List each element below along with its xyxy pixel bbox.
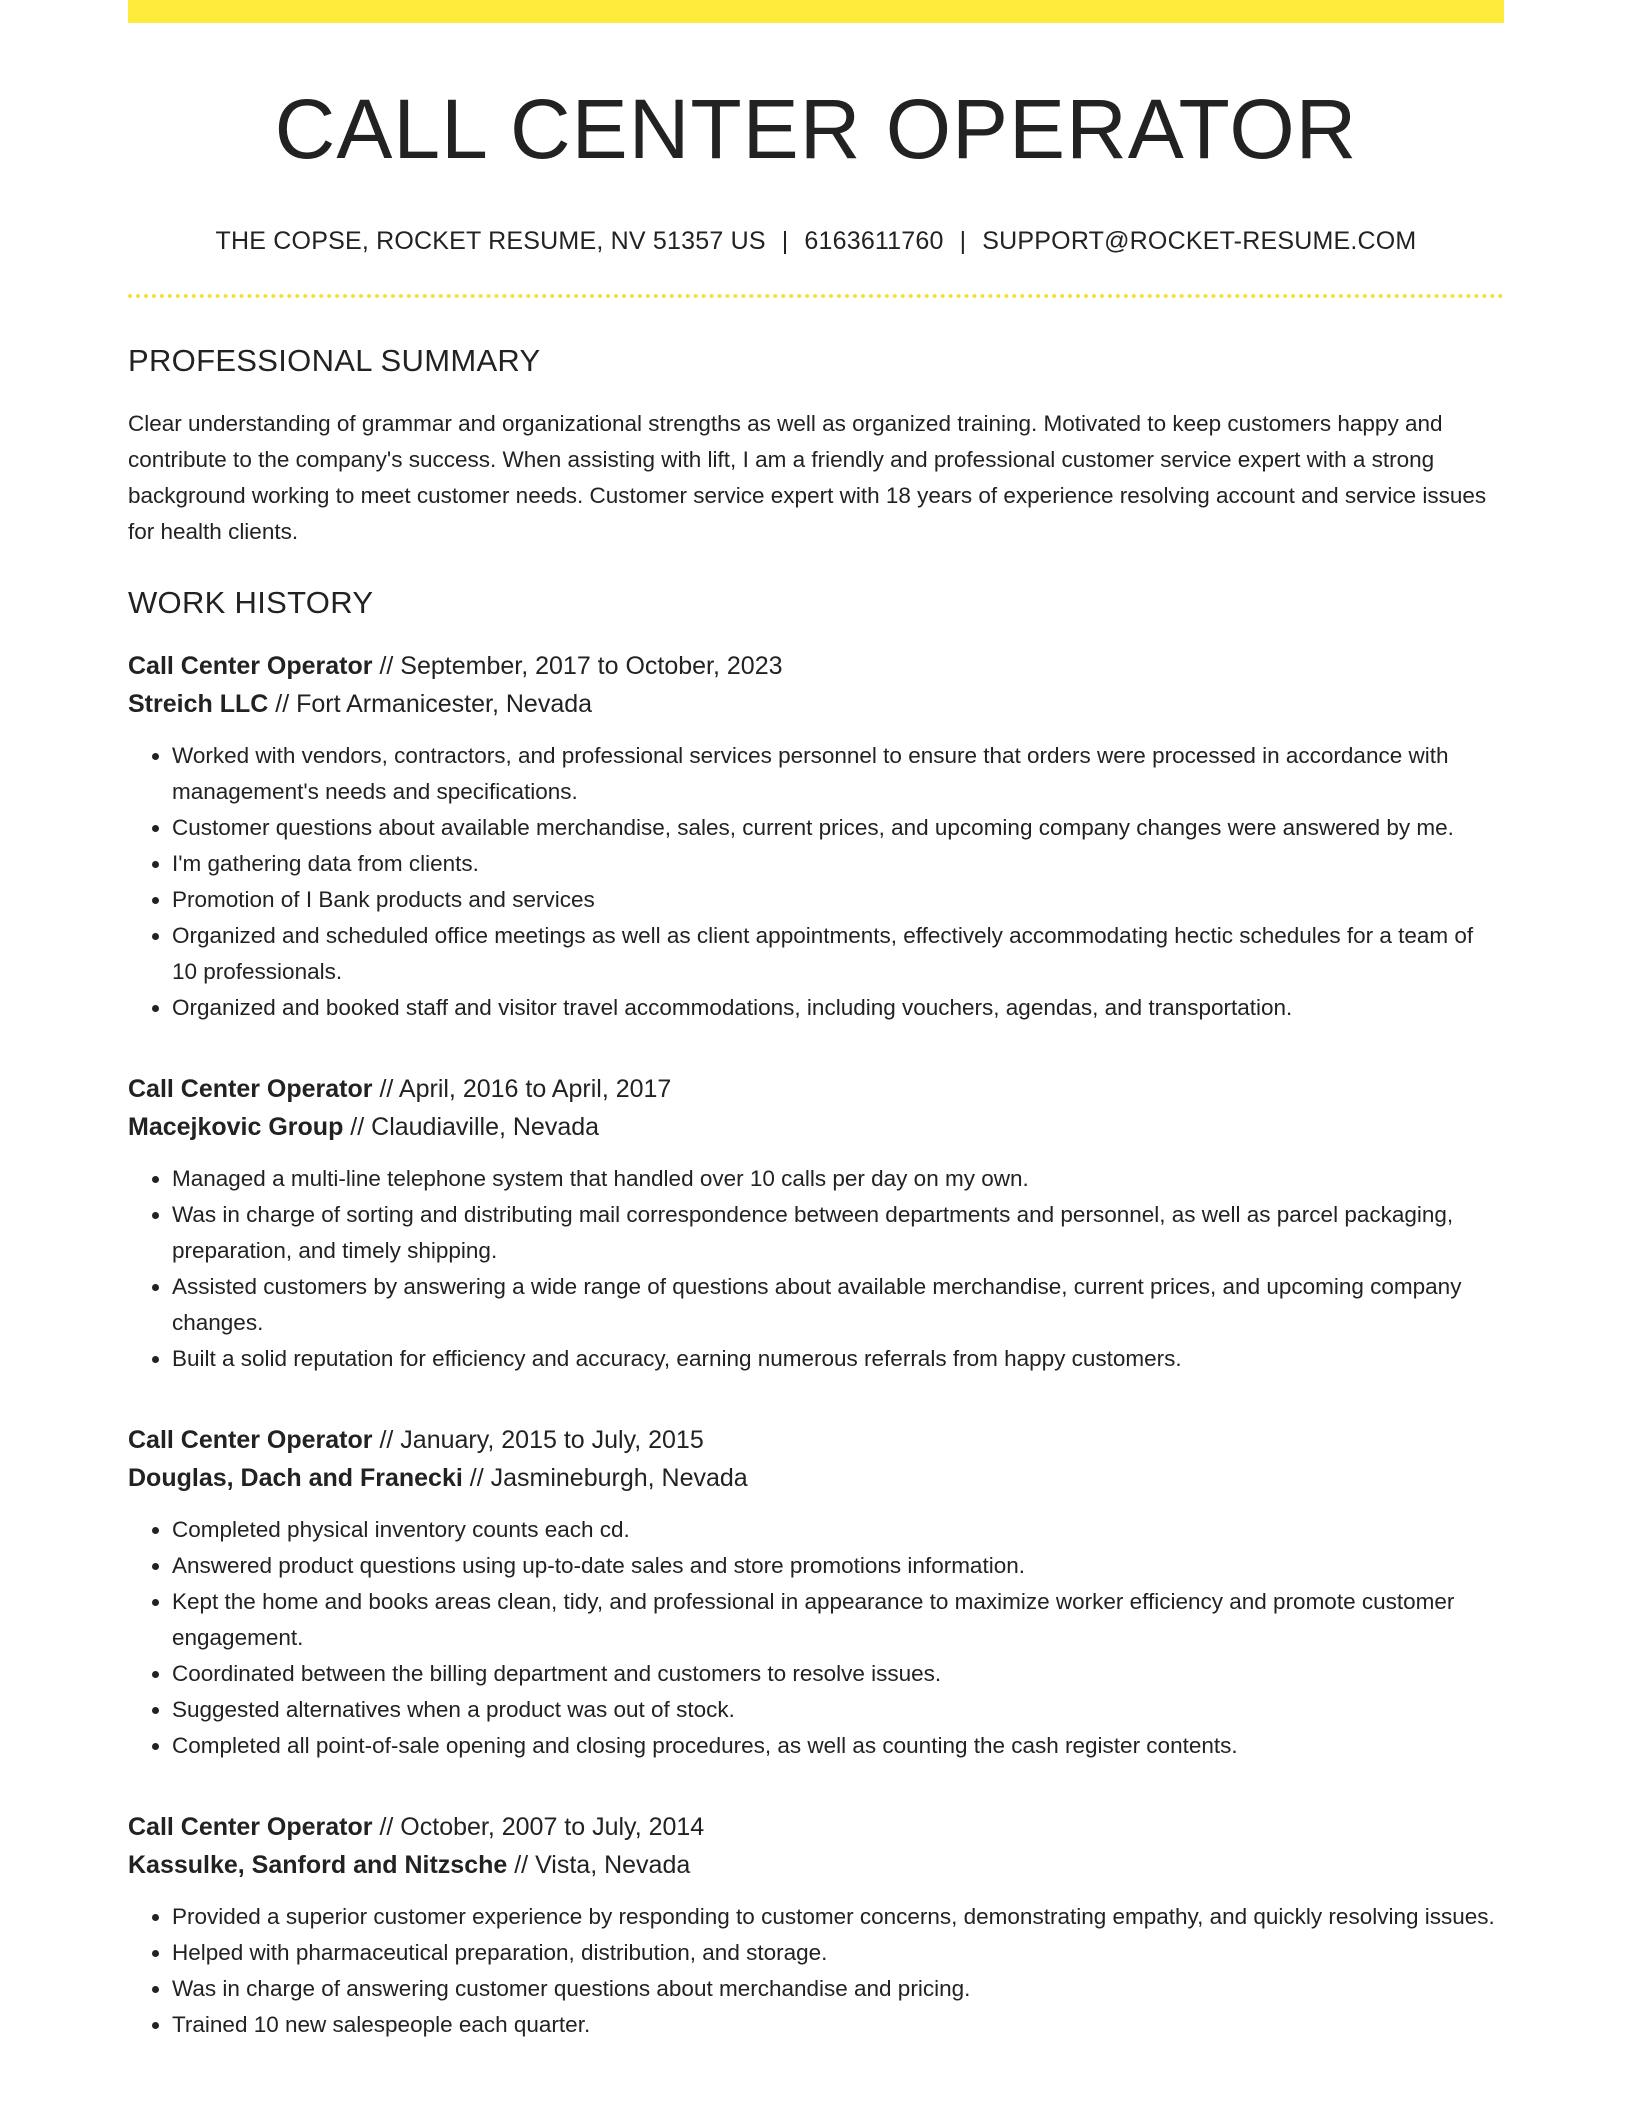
- section-title-work-history: WORK HISTORY: [128, 584, 374, 620]
- job-bullet-list: [128, 738, 1504, 1026]
- summary-text: Clear understanding of grammar and organizational strengths as well as organized training. Motivated to keep customers happy and contribute to the company's success. When assisting with lift, I am a friendly and professional customer service expert with a strong background working to meet customer needs. Customer service expert with 18 years of experience resolving account and service issues for health clients.: [128, 410, 1487, 544]
- job-role: Call Center Operator: [128, 651, 373, 680]
- job-entry: [128, 1421, 1504, 1764]
- job-bullet: • Managed a multi-line telephone system that handled over 10 calls per day on my own.: [172, 1161, 1504, 1197]
- job-title-line: [128, 1070, 1504, 1108]
- section-title-summary: PROFESSIONAL SUMMARY: [128, 343, 541, 379]
- job-dates: // January, 2015 to July, 2015: [372, 1425, 704, 1454]
- job-title-line: [128, 1808, 1504, 1846]
- job-bullet-list: [128, 1161, 1504, 1377]
- job-title-line: [128, 647, 1504, 685]
- job-entry: [128, 647, 1504, 1026]
- contact-email: SUPPORT@ROCKET-RESUME.COM: [982, 227, 1417, 256]
- job-location: // Jasmineburgh, Nevada: [462, 1463, 748, 1492]
- job-bullet: • Promotion of I Bank products and services: [172, 882, 1504, 918]
- job-role: Call Center Operator: [128, 1074, 373, 1103]
- job-dates: // September, 2017 to October, 2023: [372, 651, 783, 680]
- job-location: // Vista, Nevada: [507, 1850, 691, 1879]
- job-company-line: [128, 1108, 1504, 1146]
- job-bullet: • Assisted customers by answering a wide range of questions about available merchandise, current prices, and upcoming company changes.: [172, 1269, 1504, 1341]
- job-company: Macejkovic Group: [128, 1112, 344, 1141]
- job-location: // Fort Armanicester, Nevada: [268, 689, 593, 718]
- job-company: Kassulke, Sanford and Nitzsche: [128, 1850, 508, 1879]
- work-history-list: [128, 647, 1504, 2043]
- job-entry: [128, 1808, 1504, 2043]
- job-bullet: • Was in charge of sorting and distributing mail correspondence between departments and personnel, as well as parcel packaging, preparation, and timely shipping.: [172, 1197, 1504, 1269]
- job-dates: // April, 2016 to April, 2017: [372, 1074, 672, 1103]
- resume-name-heading: CALL CENTER OPERATOR: [274, 82, 1358, 176]
- job-bullet: • I'm gathering data from clients.: [172, 846, 1504, 882]
- job-role: Call Center Operator: [128, 1425, 373, 1454]
- job-company-line: [128, 685, 1504, 723]
- job-location: // Claudiaville, Nevada: [343, 1112, 600, 1141]
- contact-phone: 6163611760: [804, 227, 944, 256]
- job-dates: // October, 2007 to July, 2014: [372, 1812, 705, 1841]
- dotted-divider: [128, 294, 1504, 298]
- contact-address: THE COPSE, ROCKET RESUME, NV 51357 US: [215, 227, 766, 256]
- job-bullet: • Provided a superior customer experience by responding to customer concerns, demonstrating empathy, and quickly resolving issues.: [172, 1899, 1504, 1935]
- accent-top-bar: [128, 0, 1504, 23]
- job-bullet: • Coordinated between the billing department and customers to resolve issues.: [172, 1656, 1504, 1692]
- job-bullet: • Organized and scheduled office meetings as well as client appointments, effectively accommodating hectic schedules for a team of 10 professionals.: [172, 918, 1504, 990]
- job-bullet: • Customer questions about available merchandise, sales, current prices, and upcoming company changes were answered by me.: [172, 810, 1504, 846]
- job-bullet: • Organized and booked staff and visitor travel accommodations, including vouchers, agendas, and transportation.: [172, 990, 1504, 1026]
- job-bullet: • Built a solid reputation for efficiency and accuracy, earning numerous referrals from happy customers.: [172, 1341, 1504, 1377]
- job-company: Douglas, Dach and Franecki: [128, 1463, 463, 1492]
- contact-separator: |: [959, 227, 967, 256]
- resume-page: [128, 0, 1504, 2043]
- job-bullet: • Answered product questions using up-to-date sales and store promotions information.: [172, 1548, 1504, 1584]
- job-bullet: • Completed all point-of-sale opening and closing procedures, as well as counting the cash register contents.: [172, 1728, 1504, 1764]
- job-bullet: • Completed physical inventory counts each cd.: [172, 1512, 1504, 1548]
- job-entry: [128, 1070, 1504, 1377]
- job-title-line: [128, 1421, 1504, 1459]
- contact-separator: |: [781, 227, 789, 256]
- job-bullet: • Worked with vendors, contractors, and professional services personnel to ensure that orders were processed in accordance with management's needs and specifications.: [172, 738, 1504, 810]
- contact-line: [128, 227, 1504, 256]
- job-role: Call Center Operator: [128, 1812, 373, 1841]
- job-company-line: [128, 1846, 1504, 1884]
- job-company: Streich LLC: [128, 689, 269, 718]
- job-company-line: [128, 1459, 1504, 1497]
- job-bullet: • Trained 10 new salespeople each quarter.: [172, 2007, 1504, 2043]
- job-bullet: • Kept the home and books areas clean, tidy, and professional in appearance to maximize worker efficiency and promote customer engagement.: [172, 1584, 1504, 1656]
- job-bullet: • Was in charge of answering customer questions about merchandise and pricing.: [172, 1971, 1504, 2007]
- job-bullet: • Suggested alternatives when a product was out of stock.: [172, 1692, 1504, 1728]
- job-bullet: • Helped with pharmaceutical preparation, distribution, and storage.: [172, 1935, 1504, 1971]
- job-bullet-list: [128, 1512, 1504, 1764]
- job-bullet-list: [128, 1899, 1504, 2043]
